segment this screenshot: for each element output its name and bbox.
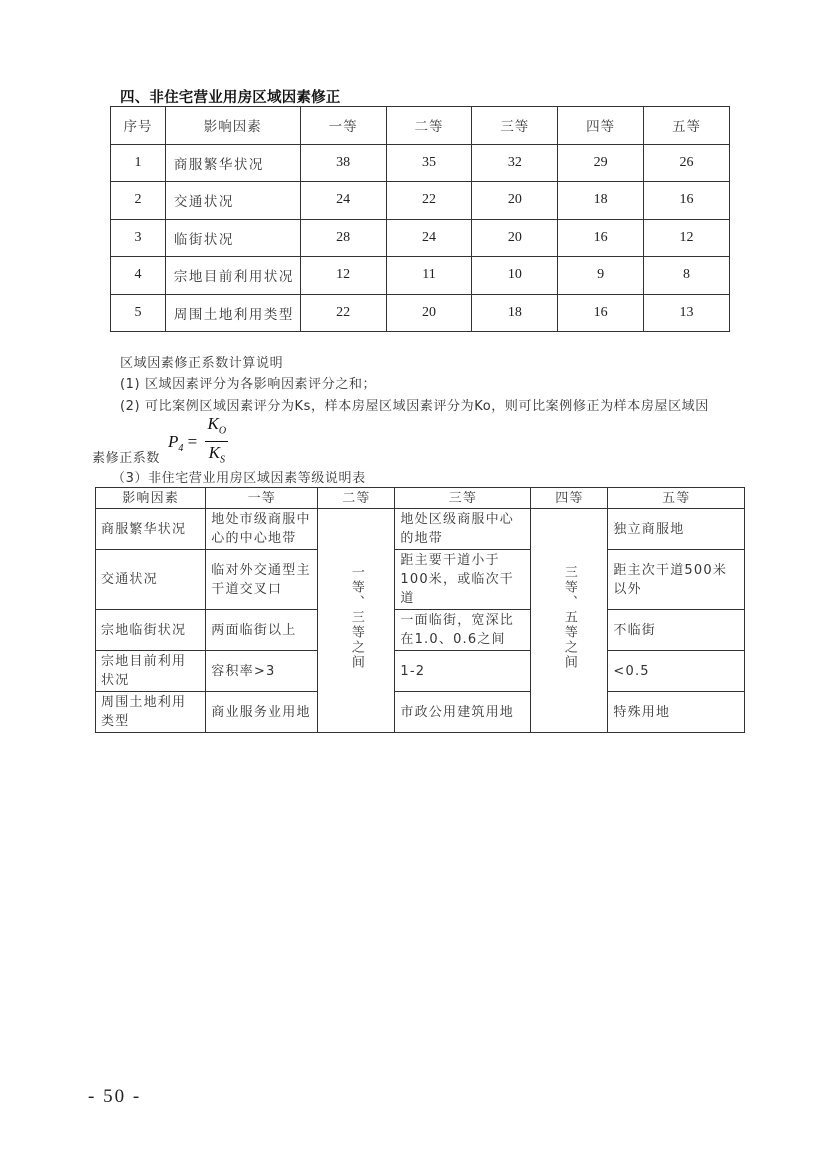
note-item-2-continued: 素修正系数 bbox=[92, 451, 161, 466]
factor-cell: 临街状况 bbox=[165, 219, 300, 257]
grade-3-cell: 1-2 bbox=[395, 651, 531, 692]
header-cell: 一等 bbox=[300, 107, 386, 145]
score-cell: 11 bbox=[386, 257, 472, 295]
score-cell: 20 bbox=[472, 219, 558, 257]
row-index-cell: 1 bbox=[111, 144, 166, 182]
formula-equals: = bbox=[187, 431, 198, 451]
grade-2-merged-cell bbox=[318, 509, 395, 733]
grade-3-cell: 距主要干道小于100米，或临次干道 bbox=[395, 550, 531, 610]
note-item-3: （3）非住宅营业用房区域因素等级说明表 bbox=[112, 471, 366, 486]
score-cell: 18 bbox=[558, 182, 644, 220]
grade-5-cell: 不临街 bbox=[608, 610, 745, 651]
score-cell: 26 bbox=[644, 144, 730, 182]
score-cell: 12 bbox=[300, 257, 386, 295]
score-cell: 22 bbox=[386, 182, 472, 220]
table-row bbox=[96, 550, 745, 610]
region-factor-score-table bbox=[110, 106, 730, 332]
formula-lhs-sub: 4 bbox=[178, 443, 184, 455]
score-cell: 24 bbox=[386, 219, 472, 257]
formula-fraction bbox=[205, 414, 228, 472]
formula-p4 bbox=[168, 414, 228, 472]
header-cell: 影响因素 bbox=[165, 107, 300, 145]
header-cell: 序号 bbox=[111, 107, 166, 145]
table-row bbox=[96, 610, 745, 651]
score-cell: 16 bbox=[558, 294, 644, 332]
grade-5-cell: 特殊用地 bbox=[608, 692, 745, 733]
header-cell: 四等 bbox=[558, 107, 644, 145]
formula-numerator: K bbox=[207, 414, 219, 433]
section-heading: 四、非住宅营业用房区域因素修正 bbox=[120, 90, 341, 106]
score-cell: 35 bbox=[386, 144, 472, 182]
factor-cell: 周围土地利用类型 bbox=[96, 692, 206, 733]
header-cell: 二等 bbox=[318, 488, 395, 509]
score-cell: 28 bbox=[300, 219, 386, 257]
formula-numerator-sub: O bbox=[218, 425, 227, 437]
score-cell: 8 bbox=[644, 257, 730, 295]
header-cell: 三等 bbox=[472, 107, 558, 145]
grade-5-cell: <0.5 bbox=[608, 651, 745, 692]
table-row bbox=[111, 144, 730, 182]
grade-1-cell: 临对外交通型主干道交叉口 bbox=[206, 550, 318, 610]
factor-cell: 交通状况 bbox=[165, 182, 300, 220]
row-index-cell: 5 bbox=[111, 294, 166, 332]
score-cell: 38 bbox=[300, 144, 386, 182]
note-item-2: (2) 可比案例区域因素评分为Ks，样本房屋区域因素评分为Ko，则可比案例修正为样本房屋区域因 bbox=[120, 399, 709, 414]
factor-cell: 宗地目前利用状况 bbox=[96, 651, 206, 692]
header-cell: 五等 bbox=[608, 488, 745, 509]
table-row bbox=[96, 651, 745, 692]
formula-denominator: K bbox=[208, 443, 220, 463]
factor-cell: 宗地目前利用状况 bbox=[165, 257, 300, 295]
table-row bbox=[111, 219, 730, 257]
factor-cell: 交通状况 bbox=[96, 550, 206, 610]
table-header-row bbox=[111, 107, 730, 145]
grade-1-cell: 容积率>3 bbox=[206, 651, 318, 692]
grade-3-cell: 地处区级商服中心的地带 bbox=[395, 509, 531, 550]
factor-cell: 宗地临街状况 bbox=[96, 610, 206, 651]
table-header-row bbox=[96, 488, 745, 509]
region-factor-grade-table bbox=[95, 487, 745, 733]
page-number: - 50 - bbox=[88, 1086, 142, 1107]
notes-title: 区域因素修正系数计算说明 bbox=[120, 356, 284, 371]
score-cell: 32 bbox=[472, 144, 558, 182]
score-cell: 29 bbox=[558, 144, 644, 182]
table-row bbox=[96, 692, 745, 733]
header-cell: 一等 bbox=[206, 488, 318, 509]
grade-1-cell: 商业服务业用地 bbox=[206, 692, 318, 733]
grade-1-cell: 两面临街以上 bbox=[206, 610, 318, 651]
score-cell: 12 bbox=[644, 219, 730, 257]
header-cell: 三等 bbox=[395, 488, 531, 509]
factor-cell: 商服繁华状况 bbox=[165, 144, 300, 182]
factor-cell: 周围土地利用类型 bbox=[165, 294, 300, 332]
grade-4-merged-text: 三等、五等之间 bbox=[561, 565, 577, 670]
header-cell: 影响因素 bbox=[96, 488, 206, 509]
table-row bbox=[111, 182, 730, 220]
header-cell: 五等 bbox=[644, 107, 730, 145]
table-row bbox=[111, 257, 730, 295]
factor-cell: 商服繁华状况 bbox=[96, 509, 206, 550]
row-index-cell: 4 bbox=[111, 257, 166, 295]
score-cell: 18 bbox=[472, 294, 558, 332]
formula-denominator-sub: S bbox=[219, 454, 225, 466]
score-cell: 20 bbox=[386, 294, 472, 332]
score-cell: 13 bbox=[644, 294, 730, 332]
grade-3-cell: 一面临街，宽深比在1.0、0.6之间 bbox=[395, 610, 531, 651]
grade-1-cell: 地处市级商服中心的中心地带 bbox=[206, 509, 318, 550]
grade-5-cell: 距主次干道500米以外 bbox=[608, 550, 745, 610]
grade-4-merged-cell bbox=[531, 509, 608, 733]
note-item-1: (1) 区域因素评分为各影响因素评分之和； bbox=[120, 377, 377, 392]
score-cell: 10 bbox=[472, 257, 558, 295]
header-cell: 四等 bbox=[531, 488, 608, 509]
header-cell: 二等 bbox=[386, 107, 472, 145]
table-row bbox=[111, 294, 730, 332]
score-cell: 16 bbox=[558, 219, 644, 257]
score-cell: 20 bbox=[472, 182, 558, 220]
score-cell: 22 bbox=[300, 294, 386, 332]
grade-2-merged-text: 一等、三等之间 bbox=[348, 565, 364, 670]
score-cell: 9 bbox=[558, 257, 644, 295]
score-cell: 24 bbox=[300, 182, 386, 220]
grade-3-cell: 市政公用建筑用地 bbox=[395, 692, 531, 733]
score-cell: 16 bbox=[644, 182, 730, 220]
formula-lhs: P bbox=[168, 431, 179, 451]
table-row bbox=[96, 509, 745, 550]
row-index-cell: 3 bbox=[111, 219, 166, 257]
row-index-cell: 2 bbox=[111, 182, 166, 220]
grade-5-cell: 独立商服地 bbox=[608, 509, 745, 550]
